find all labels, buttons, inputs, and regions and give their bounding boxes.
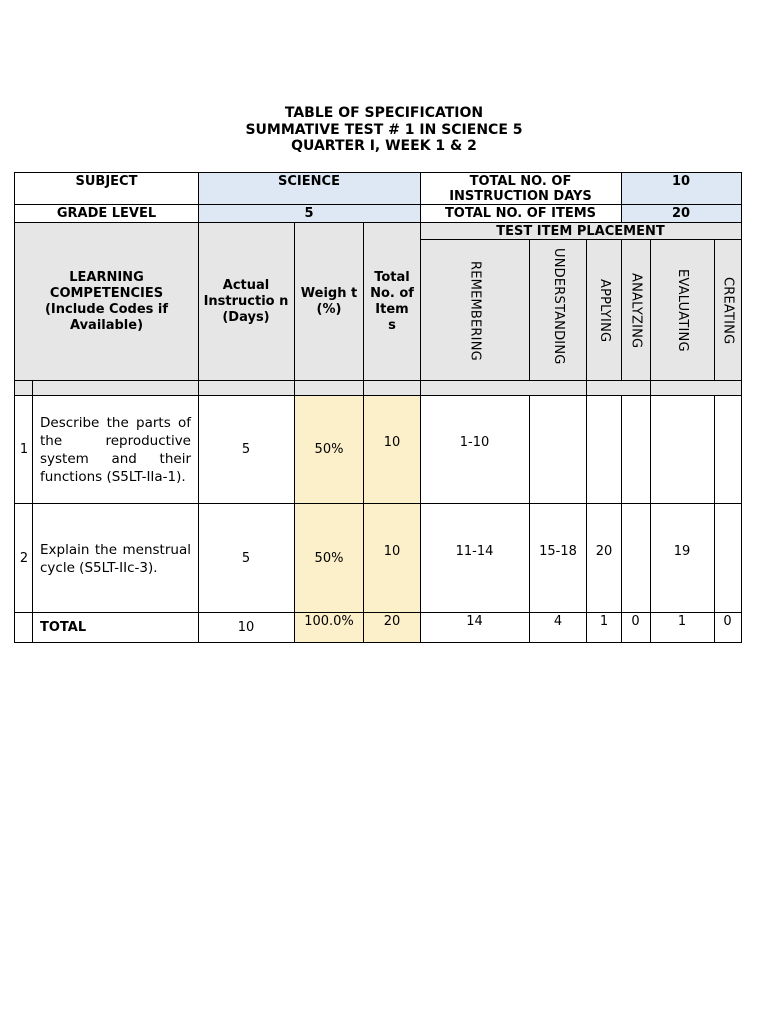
grid-line bbox=[420, 172, 421, 643]
understanding-label: UNDERSTANDING bbox=[551, 248, 566, 365]
grid-line bbox=[32, 381, 33, 643]
grid-line bbox=[15, 642, 742, 643]
spacer-row bbox=[15, 381, 741, 396]
grid-line bbox=[586, 240, 587, 643]
grid-line bbox=[15, 612, 742, 613]
grid-line bbox=[650, 240, 651, 643]
title-line-3: QUARTER I, WEEK 1 & 2 bbox=[291, 138, 477, 154]
test-item-placement-header: TEST ITEM PLACEMENT bbox=[420, 223, 741, 240]
row-2-understanding: 15-18 bbox=[539, 543, 577, 559]
understanding-header bbox=[529, 240, 587, 381]
grid-line bbox=[621, 172, 622, 223]
row-2-items: 10 bbox=[364, 504, 420, 613]
row-1-evaluating bbox=[650, 396, 714, 504]
total-items-value: 20 bbox=[621, 205, 741, 223]
total-creating: 0 bbox=[723, 614, 732, 629]
row-1-days: 5 bbox=[241, 442, 251, 457]
weight-header: Weigh t (%) bbox=[294, 223, 364, 381]
grid-line bbox=[15, 395, 742, 396]
grid-line bbox=[15, 380, 742, 381]
grade-level-value: 5 bbox=[198, 205, 420, 223]
grid-line bbox=[294, 223, 295, 643]
analyzing-label: ANALYZING bbox=[628, 272, 644, 349]
row-1-remembering: 1-10 bbox=[459, 435, 490, 450]
title-line-2: SUMMATIVE TEST # 1 IN SCIENCE 5 bbox=[245, 121, 523, 138]
row-1-creating bbox=[714, 396, 741, 504]
applying-label: APPLYING bbox=[597, 278, 612, 343]
total-items-header: Total No. of Item s bbox=[364, 223, 420, 381]
subject-label: SUBJECT bbox=[75, 174, 138, 189]
total-items-label: TOTAL NO. OF ITEMS bbox=[444, 206, 597, 221]
instruction-days-value: 10 bbox=[621, 173, 741, 205]
row-1-understanding bbox=[529, 396, 587, 504]
row-1-applying bbox=[587, 396, 621, 504]
row-1-number: 1 bbox=[19, 442, 29, 457]
grade-level-label: GRADE LEVEL bbox=[56, 206, 157, 221]
row-2-creating bbox=[714, 504, 741, 613]
remembering-header bbox=[420, 240, 529, 381]
total-items: 20 bbox=[364, 613, 420, 643]
row-2-competency: Explain the menstrual cycle (S5LT-IIc-3). bbox=[40, 541, 191, 576]
grid-line bbox=[198, 172, 199, 643]
grid-line bbox=[741, 172, 742, 643]
competencies-header: LEARNING COMPETENCIES (Include Codes if Available) bbox=[15, 223, 198, 381]
total-analyzing: 0 bbox=[631, 614, 640, 629]
remembering-label: REMEMBERING bbox=[467, 260, 483, 361]
applying-header bbox=[587, 240, 621, 381]
row-2-applying: 20 bbox=[595, 543, 613, 559]
row-1-weight: 50% bbox=[294, 396, 364, 504]
grid-line bbox=[714, 396, 715, 643]
grid-line bbox=[14, 172, 15, 643]
grid-line bbox=[529, 240, 530, 381]
grid-line bbox=[15, 172, 742, 173]
row-2-number: 2 bbox=[19, 550, 29, 566]
creating-header bbox=[714, 240, 741, 381]
grid-line bbox=[15, 222, 742, 223]
row-1-analyzing bbox=[621, 396, 650, 504]
row-1-items: 10 bbox=[364, 396, 420, 504]
grid-line bbox=[621, 240, 622, 381]
row-2-weight: 50% bbox=[294, 504, 364, 613]
title-line-1: TABLE OF SPECIFICATION bbox=[284, 105, 484, 121]
analyzing-header bbox=[621, 240, 650, 381]
row-2-days: 5 bbox=[241, 550, 251, 566]
actual-days-header: Actual Instructio n (Days) bbox=[198, 223, 294, 381]
total-days: 10 bbox=[237, 620, 255, 635]
instruction-days-label: TOTAL NO. OF INSTRUCTION DAYS bbox=[449, 174, 592, 204]
evaluating-label: EVALUATING bbox=[675, 269, 690, 352]
grid-line bbox=[363, 223, 364, 643]
grid-line bbox=[420, 239, 742, 240]
row-1-competency: Describe the parts of the reproductive system and their functions (S5LT-IIa-1). bbox=[40, 415, 191, 485]
total-understanding: 4 bbox=[553, 614, 563, 629]
row-2-remembering: 11-14 bbox=[455, 543, 494, 559]
row-2-analyzing bbox=[621, 504, 650, 613]
grid-line bbox=[621, 396, 622, 643]
creating-label: CREATING bbox=[720, 276, 736, 345]
grid-line bbox=[15, 503, 742, 504]
row-2-evaluating: 19 bbox=[673, 543, 691, 559]
grid-line bbox=[529, 396, 530, 643]
total-evaluating: 1 bbox=[677, 614, 687, 629]
evaluating-header bbox=[650, 240, 714, 381]
total-remembering: 14 bbox=[466, 614, 483, 629]
subject-value: SCIENCE bbox=[198, 173, 420, 205]
grid-line bbox=[714, 240, 715, 381]
grid-line bbox=[15, 204, 742, 205]
total-weight: 100.0% bbox=[294, 613, 364, 643]
total-applying: 1 bbox=[599, 614, 609, 629]
total-label: TOTAL bbox=[40, 620, 87, 635]
